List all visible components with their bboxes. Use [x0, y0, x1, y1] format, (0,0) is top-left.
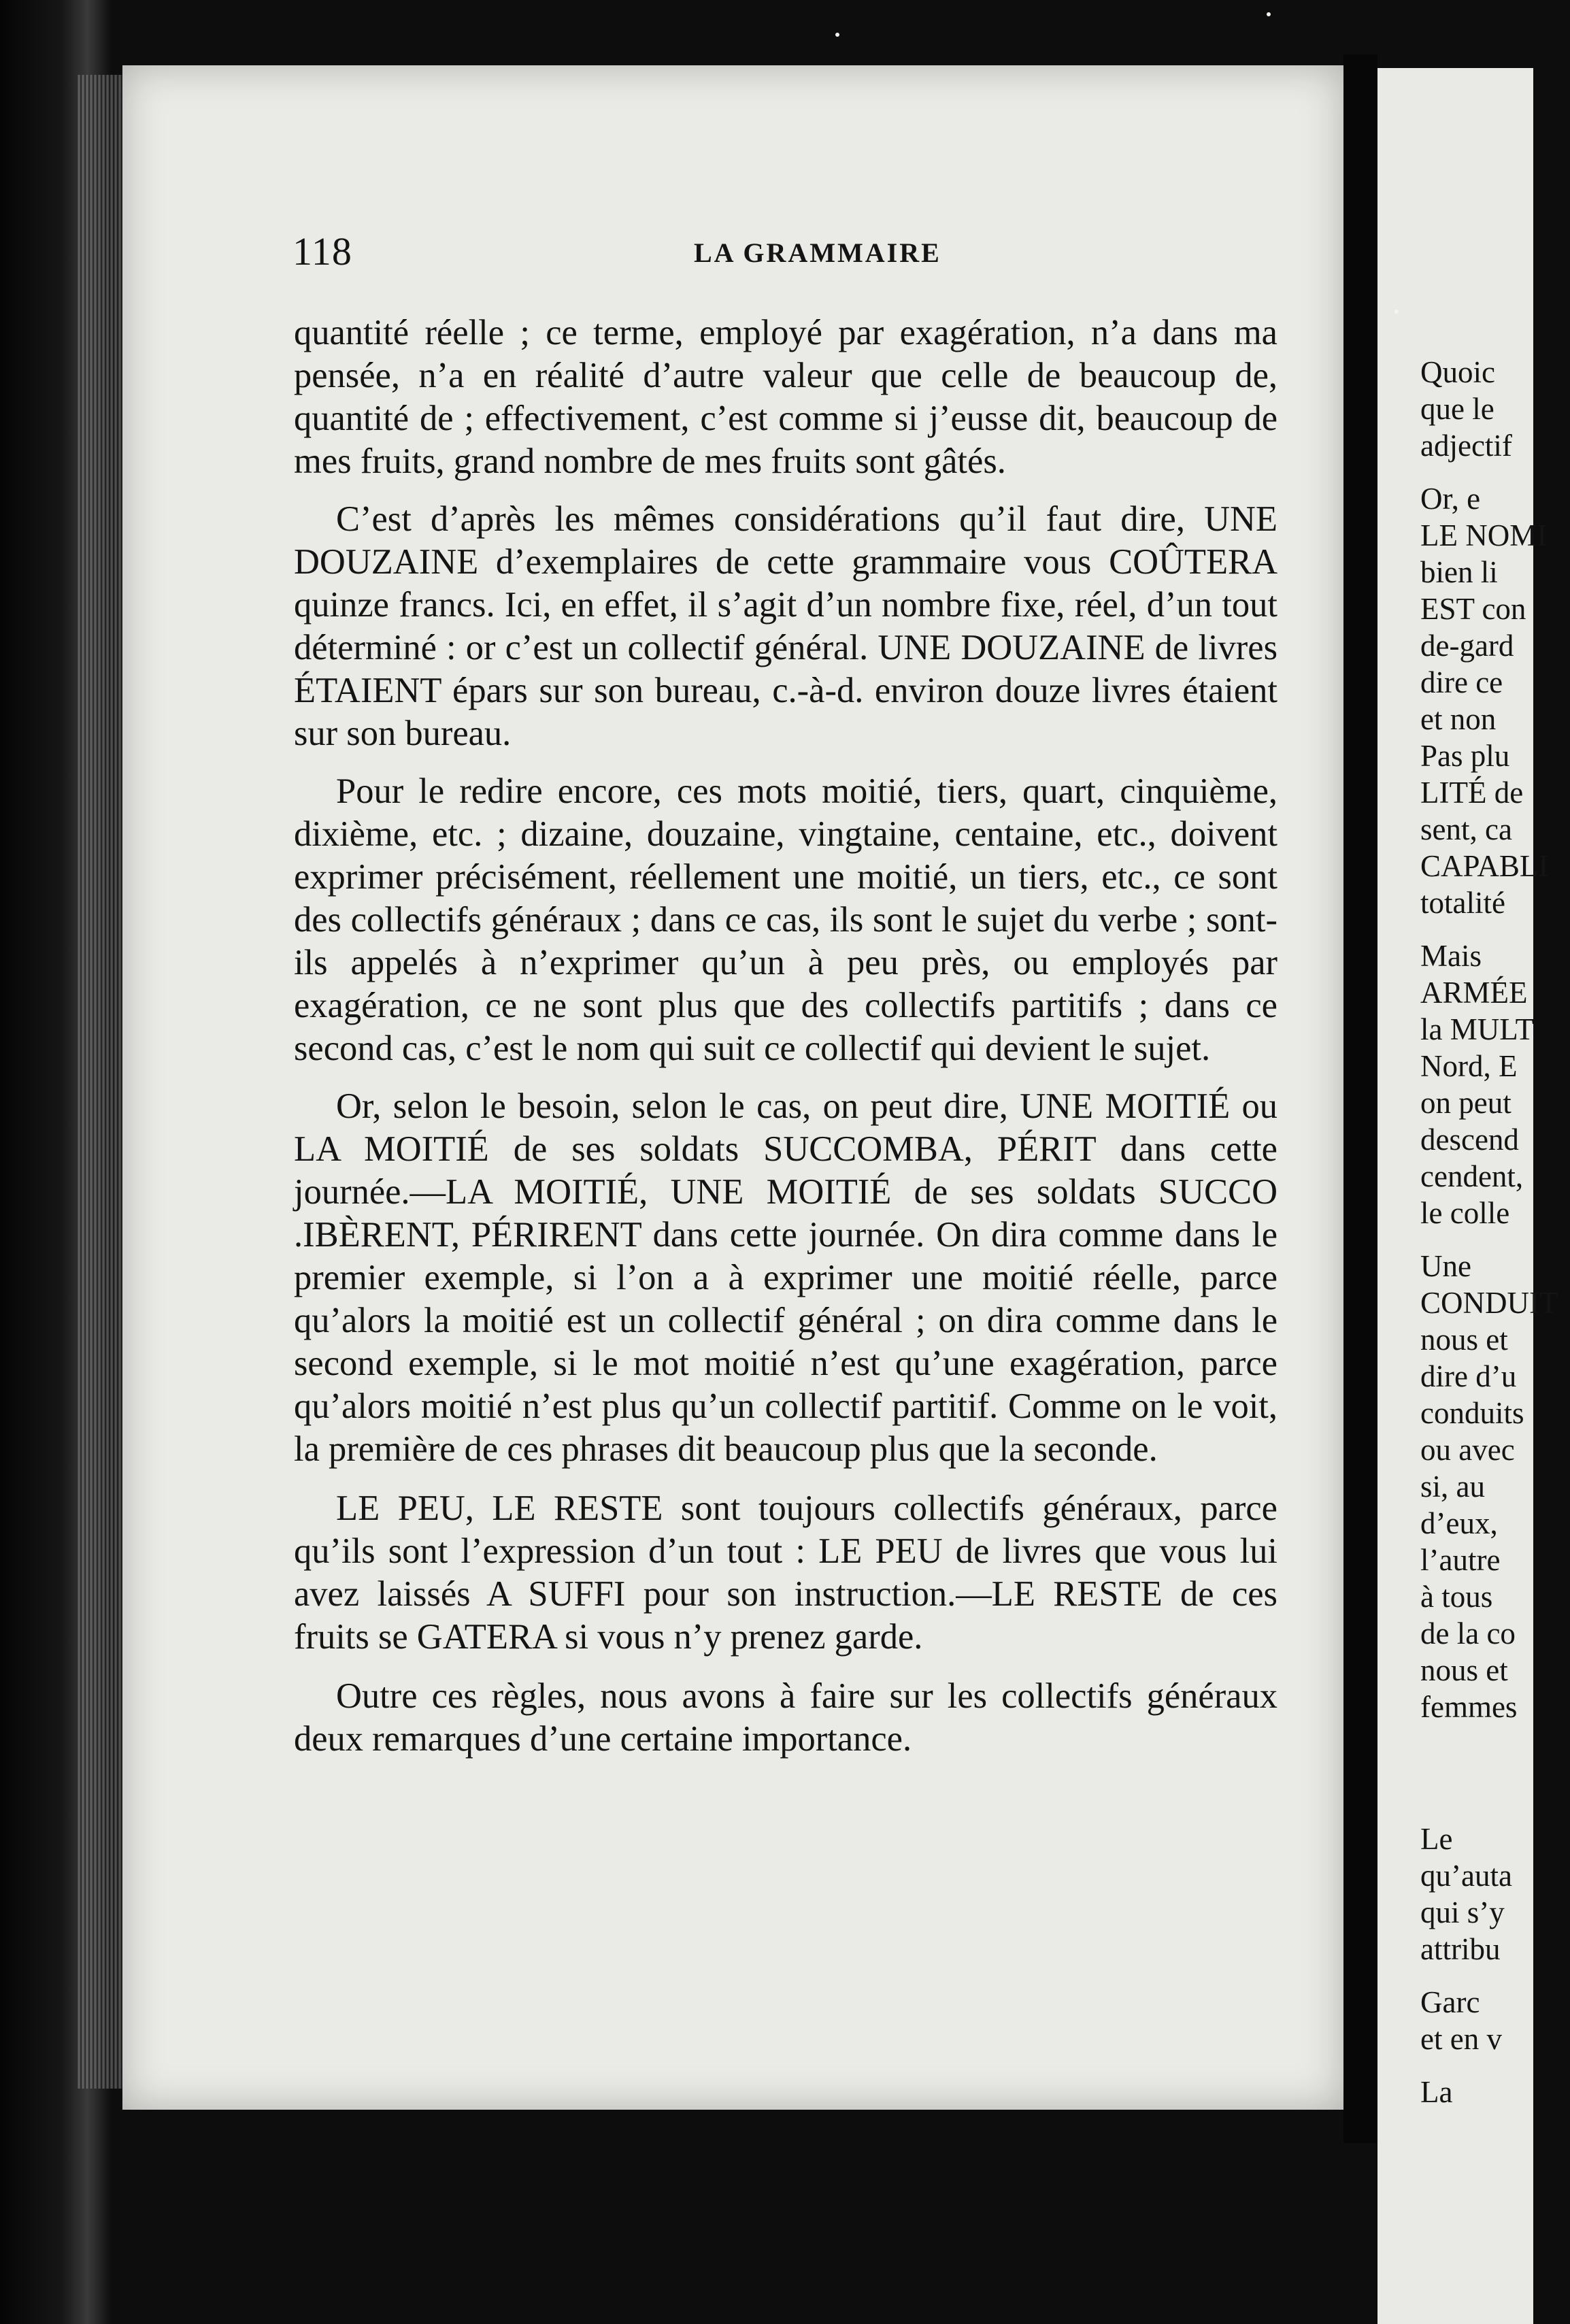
facing-line: Quoic: [1420, 355, 1495, 389]
facing-line: EST con: [1420, 592, 1526, 626]
facing-line: l’autre: [1420, 1543, 1501, 1577]
facing-line: le colle: [1420, 1196, 1510, 1230]
facing-line: Une: [1420, 1249, 1471, 1283]
facing-line: LE NOMI: [1420, 518, 1548, 552]
facing-line: Pas plu: [1420, 739, 1510, 773]
facing-line: Le: [1420, 1822, 1453, 1856]
facing-line: Or, e: [1420, 482, 1481, 516]
facing-line: femmes: [1420, 1690, 1518, 1724]
facing-line: d’eux,: [1420, 1506, 1498, 1540]
facing-line: de la co: [1420, 1616, 1516, 1650]
facing-line: sent, ca: [1420, 812, 1512, 846]
facing-line: attribu: [1420, 1932, 1501, 1966]
facing-line: ou avec: [1420, 1433, 1515, 1467]
running-title: LA GRAMMAIRE: [694, 237, 941, 268]
facing-line: descend: [1420, 1123, 1519, 1157]
facing-line: à tous: [1420, 1580, 1493, 1614]
facing-line: la MULT: [1420, 1012, 1535, 1046]
facing-line: si, au: [1420, 1470, 1485, 1504]
facing-line: qu’auta: [1420, 1859, 1512, 1893]
scan-speck: [1394, 310, 1399, 314]
facing-line: CAPABLI: [1420, 849, 1549, 883]
facing-line: on peut: [1420, 1086, 1511, 1120]
facing-line: LITÉ de: [1420, 776, 1524, 810]
facing-line: Mais: [1420, 939, 1482, 973]
facing-line: CONDUIT: [1420, 1286, 1558, 1320]
paragraph: Outre ces règles, nous avons à faire sur les collectifs généraux deux remarques d’une certaine importance.: [294, 1676, 1277, 1759]
page-header: [170, 225, 1272, 279]
page-gutter: [1343, 54, 1377, 2143]
facing-line: que le: [1420, 392, 1494, 426]
facing-line: nous et: [1420, 1323, 1508, 1357]
facing-line: ARMÉE: [1420, 976, 1528, 1010]
facing-line: cendent,: [1420, 1159, 1524, 1193]
facing-line: qui s’y: [1420, 1895, 1505, 1929]
paragraph: Or, selon le besoin, selon le cas, on peut dire, UNE MOITIÉ ou LA MOITIÉ de ses soldats SUCCOMBA, PÉRIT dans cette journée.—LA MOITIÉ, UNE MOITIÉ de ses soldats SUCCO .IBÈRENT, PÉRIRENT dans cette journée. On dira comme dans le premier exemple, si l’on a à exprimer une moitié réelle, parce qu’alors la moitié est un collectif général ; on dira comme dans le second exemple, si le mot moitié n’est qu’une exagération, parce qu’alors moitié n’est plus qu’un collectif partitif. Comme on le voit, la première de ces phrases dit beaucoup plus que la seconde.: [294, 1086, 1277, 1469]
page-body: [294, 312, 1277, 1776]
facing-line: dire ce: [1420, 665, 1503, 699]
facing-line: bien li: [1420, 555, 1498, 589]
facing-line: dire d’u: [1420, 1359, 1517, 1393]
page-number: 118: [293, 229, 352, 273]
facing-line: de-gard: [1420, 629, 1514, 663]
paragraph: quantité réelle ; ce terme, employé par exagération, n’a dans ma pensée, n’a en réalité d’autre valeur que celle de beaucoup de, quantité de ; effectivement, c’est comme si j’eusse dit, beaucoup de mes fruits, grand nombre de mes fruits sont gâtés.: [294, 313, 1277, 481]
facing-page-text: [1420, 354, 1570, 2110]
facing-line: nous et: [1420, 1653, 1508, 1687]
paragraph: C’est d’après les mêmes considérations qu’il faut dire, UNE DOUZAINE d’exemplaires de cette grammaire vous COÛTERA quinze francs. Ici, en effet, il s’agit d’un nombre fixe, réel, d’un tout déterminé : or c’est un collectif général. UNE DOUZAINE de livres ÉTAIENT épars sur son bureau, c.-à-d. environ douze livres étaient sur son bureau.: [294, 499, 1277, 753]
facing-line: adjectif: [1420, 429, 1512, 463]
paragraph: Pour le redire encore, ces mots moitié, tiers, quart, cinquième, dixième, etc. ; dizaine, douzaine, vingtaine, centaine, etc., doivent exprimer précisément, réellement une moitié, un tiers, etc., ce sont des collectifs généraux ; dans ce cas, ils sont le sujet du verbe ; sont-ils appelés à n’exprimer qu’un à peu près, ou employés par exagération, ce ne sont plus que des collectifs partitifs ; dans ce second cas, c’est le nom qui suit ce collectif qui devient le sujet.: [294, 771, 1277, 1068]
facing-line: Garc: [1420, 1985, 1480, 2019]
facing-line: Nord, E: [1420, 1049, 1518, 1083]
scan-speck: [1267, 12, 1271, 16]
facing-line: conduits: [1420, 1396, 1524, 1430]
scan-speck: [835, 33, 839, 37]
facing-line: et en v: [1420, 2022, 1502, 2056]
facing-line: et non: [1420, 702, 1497, 736]
facing-line: totalité: [1420, 886, 1505, 920]
paragraph: LE PEU, LE RESTE sont toujours collectifs généraux, parce qu’ils sont l’expression d’un tout : LE PEU de livres que vous lui avez laissés A SUFFI pour son instruction.—LE RESTE de ces fruits se GATERA si vous n’y prenez garde.: [294, 1489, 1277, 1657]
facing-line: La: [1420, 2075, 1453, 2109]
